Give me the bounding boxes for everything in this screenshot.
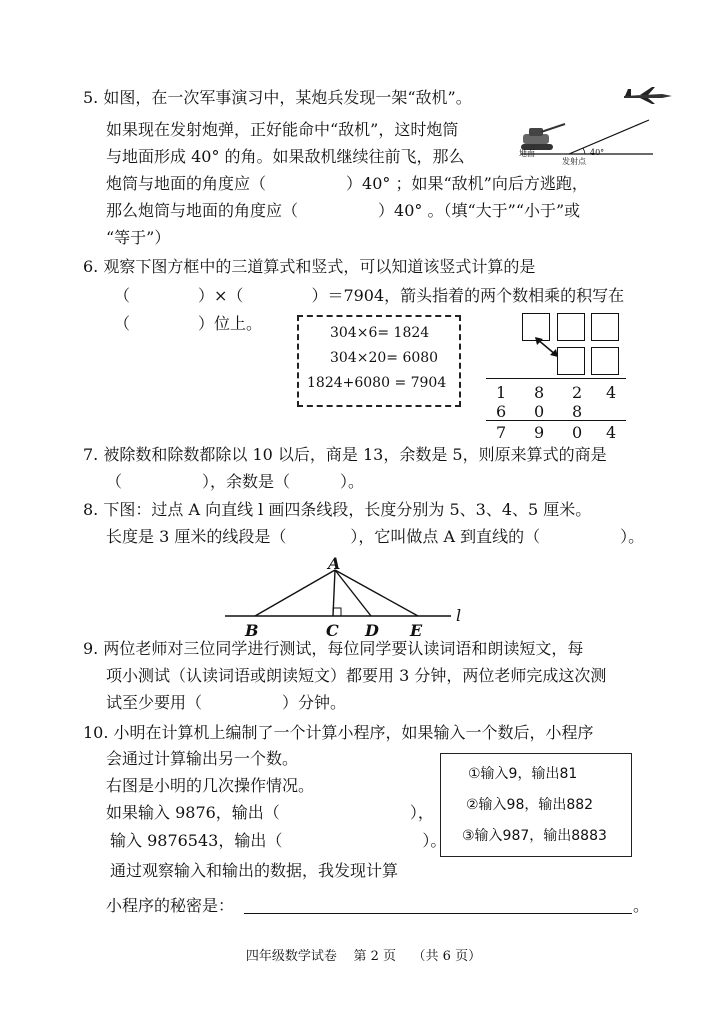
footer-total: （共 6 页） <box>412 949 482 964</box>
footer-page: 第 2 页 <box>353 949 396 964</box>
fig-ground-label: 地面 <box>519 149 535 158</box>
q10-line-7: 小程序的秘密是： <box>106 896 235 915</box>
q10-text: ）， <box>409 803 434 822</box>
digit: 0 <box>534 402 545 421</box>
q8-text: 长度是 3 厘米的线段是（ <box>106 527 287 546</box>
q5-text: 炮筒与地面的角度应（ <box>106 174 267 193</box>
digit: 7 <box>496 423 507 442</box>
q9-line-2: 项小测试（认读词语或朗读短文）都要用 3 分钟，两位老师完成这次测 <box>106 666 607 685</box>
fig-launch-label: 发射点 <box>562 157 586 166</box>
q10-text: ）。 <box>422 831 447 850</box>
page-footer <box>0 945 727 964</box>
digit-box[interactable] <box>591 347 619 375</box>
q10-line-5 <box>110 830 446 852</box>
digit: 8 <box>534 383 545 402</box>
q7-text: ），余数是（ <box>202 472 291 491</box>
arrow-icon <box>534 336 560 358</box>
q5-line-4 <box>106 173 588 195</box>
q9-line-1: 9. 两位老师对三位同学进行测试，每位同学要认读词语和朗读短文，每 <box>83 639 584 658</box>
q5-text: ）40° ；如果“敌机”向后方逃跑， <box>346 174 588 193</box>
q8-line-1: 8. 下图：过点 A 向直线 l 画四条线段，长度分别为 5、3、4、5 厘米。 <box>83 500 592 519</box>
q10-line-2: 会通过计算输出另一个数。 <box>106 749 299 768</box>
digit: 4 <box>606 383 617 402</box>
point-b-label: B <box>245 621 259 640</box>
footer-title: 四年级数学试卷 <box>245 949 337 964</box>
equation-3: 1824+6080 = 7904 <box>307 375 447 391</box>
q7-line-1: 7. 被除数和除数都除以 10 以后，商是 13，余数是 5，则原来算式的商是 <box>83 445 607 464</box>
calc-line <box>486 378 626 379</box>
q7-text: ）。 <box>340 472 365 491</box>
digit: 2 <box>572 383 583 402</box>
q10-period: 。 <box>633 896 650 915</box>
q6-line-3 <box>114 313 262 335</box>
q10-line-4 <box>106 802 434 824</box>
q7-line-2 <box>106 471 364 493</box>
q10-line-6: 通过观察输入和输出的数据，我发现计算 <box>110 861 399 880</box>
q7-text: （ <box>106 472 123 491</box>
q9-text: 试至少要用（ <box>106 693 203 712</box>
q9-text: ）分钟。 <box>282 693 347 712</box>
program-op-2: ②输入98，输出882 <box>466 797 594 813</box>
q6-line-2 <box>114 285 624 307</box>
program-op-3: ③输入987，输出8883 <box>462 828 607 844</box>
q5-line-2: 如果现在发射炮弹，正好能命中“敌机”，这时炮筒 <box>106 120 459 139</box>
q6-text: （ <box>114 314 131 333</box>
enemy-plane-icon <box>622 84 674 106</box>
line-l-label: l <box>456 606 462 625</box>
q6-text: ）位上。 <box>198 314 263 333</box>
point-e-label: E <box>410 621 423 640</box>
fig-angle-label: 40° <box>590 148 605 157</box>
point-c-label: C <box>326 621 339 640</box>
digit: 4 <box>606 423 617 442</box>
q8-text: ）。 <box>620 527 645 546</box>
q10-line-3: 右图是小明的几次操作情况。 <box>106 776 315 795</box>
q9-line-3 <box>106 692 346 714</box>
equation-2: 304×20= 6080 <box>330 350 439 366</box>
digit: 8 <box>572 402 583 421</box>
point-a-label: A <box>328 554 341 573</box>
q10-text: 如果输入 9876，输出（ <box>106 803 280 822</box>
q10-line-1: 10. 小明在计算机上编制了一个计算小程序，如果输入一个数后，小程序 <box>83 723 594 742</box>
q5-text: ）40° 。（填“大于”“小于”或 <box>378 201 581 220</box>
digit: 9 <box>534 423 545 442</box>
digit: 0 <box>572 423 583 442</box>
secret-answer-line[interactable] <box>244 913 632 914</box>
q5-line-1: 5. 如图，在一次军事演习中，某炮兵发现一架“敌机”。 <box>83 88 472 107</box>
q8-line-2 <box>106 526 644 548</box>
q8-text: ），它叫做点 A 到直线的（ <box>350 527 541 546</box>
q6-text: ）×（ <box>198 286 244 305</box>
calc-line <box>486 420 626 421</box>
equation-1: 304×6= 1824 <box>330 325 430 341</box>
digit: 1 <box>496 383 507 402</box>
q10-text: 输入 9876543，输出（ <box>110 831 283 850</box>
q6-text: ）＝7904，箭头指着的两个数相乘的积写在 <box>311 286 625 305</box>
program-op-1: ①输入9，输出81 <box>468 766 578 782</box>
q6-text: （ <box>114 286 131 305</box>
digit-box[interactable] <box>557 313 585 341</box>
digit-box[interactable] <box>591 313 619 341</box>
q5-line-6: “等于”） <box>106 228 171 247</box>
q6-line-1: 6. 观察下图方框中的三道算式和竖式，可以知道该竖式计算的是 <box>83 257 536 276</box>
digit: 6 <box>496 402 507 421</box>
digit-box[interactable] <box>557 347 585 375</box>
q5-line-5 <box>106 200 580 222</box>
q5-text: 那么炮筒与地面的角度应（ <box>106 201 299 220</box>
q5-line-3: 与地面形成 40° 的角。如果敌机继续往前飞，那么 <box>106 147 465 166</box>
point-d-label: D <box>365 621 379 640</box>
